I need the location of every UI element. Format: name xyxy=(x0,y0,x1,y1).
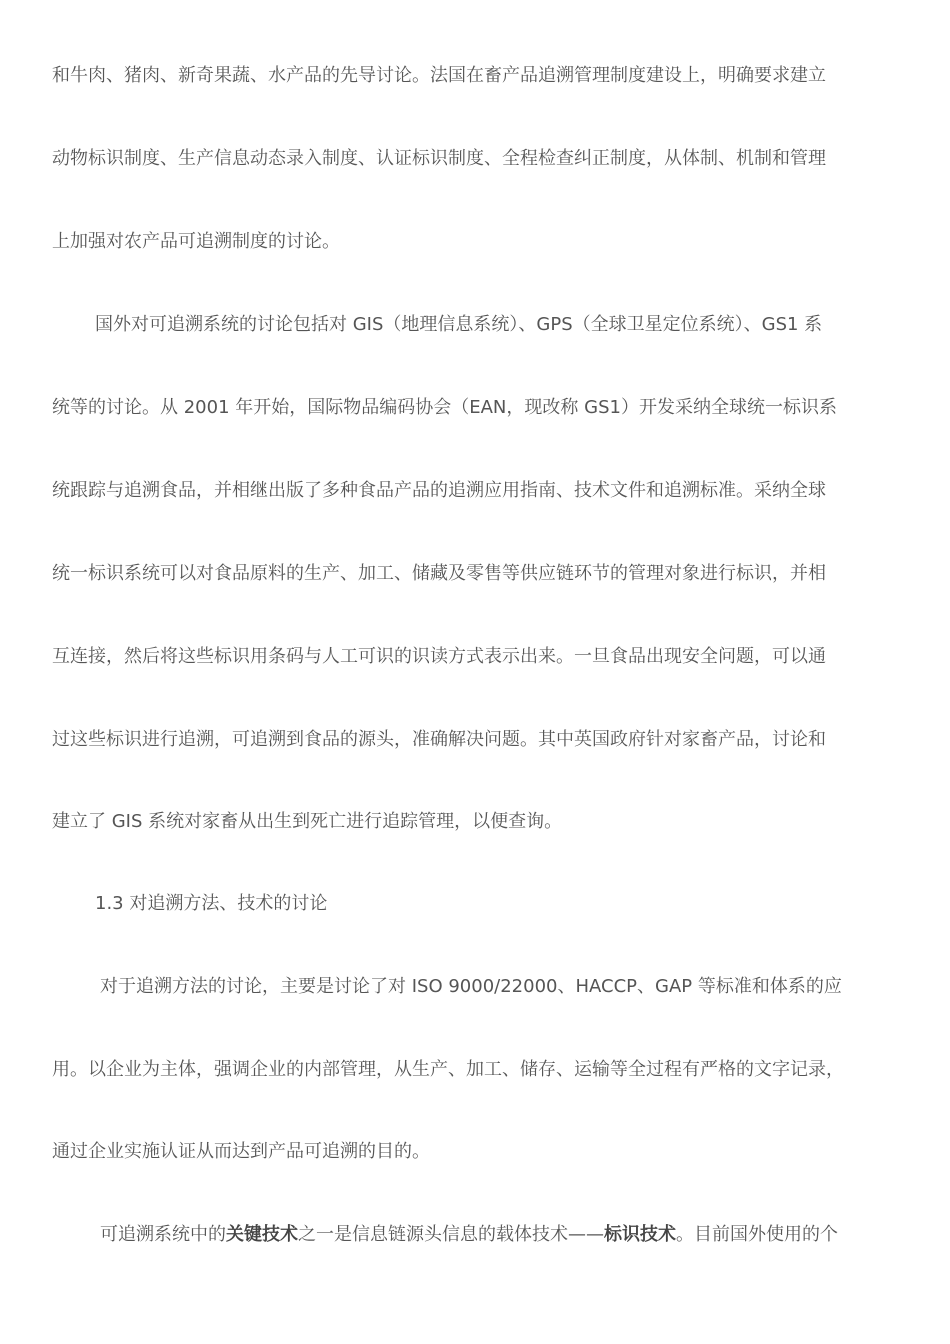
paragraph-line: 通过企业实施认证从而达到产品可追溯的目的。 xyxy=(52,1141,430,1162)
bold-term: 关键技术 xyxy=(226,1224,298,1245)
paragraph-line: 过这些标识进行追溯，可追溯到食品的源头，准确解决问题。其中英国政府针对家畜产品，讨论和 xyxy=(52,729,826,750)
paragraph-line: 上加强对农产品可追溯制度的讨论。 xyxy=(52,231,340,252)
paragraph-line: 互连接，然后将这些标识用条码与人工可识的识读方式表示出来。一旦食品出现安全问题，可以通 xyxy=(52,646,826,667)
paragraph-line: 用。以企业为主体，强调企业的内部管理，从生产、加工、储存、运输等全过程有严格的文字记录， xyxy=(52,1059,844,1080)
paragraph-line: 对于追溯方法的讨论，主要是讨论了对 ISO 9000/22000、HACCP、GAP 等标准和体系的应 xyxy=(100,976,842,997)
text-run: 。目前国外使用的个 xyxy=(676,1224,838,1245)
section-heading: 1.3 对追溯方法、技术的讨论 xyxy=(95,893,328,914)
paragraph-line: 建立了 GIS 系统对家畜从出生到死亡进行追踪管理，以便查询。 xyxy=(52,811,563,832)
paragraph-line: 国外对可追溯系统的讨论包括对 GIS（地理信息系统）、GPS（全球卫星定位系统）、GS1 系 xyxy=(95,314,823,335)
paragraph-line: 统等的讨论。从 2001 年开始，国际物品编码协会（EAN，现改称 GS1）开发采纳全球统一标识系 xyxy=(52,397,837,418)
paragraph-line xyxy=(100,1222,930,1248)
paragraph-line: 动物标识制度、生产信息动态录入制度、认证标识制度、全程检查纠正制度，从体制、机制和管理 xyxy=(52,148,826,169)
text-run: 可追溯系统中的 xyxy=(100,1224,226,1245)
paragraph-line: 和牛肉、猪肉、新奇果蔬、水产品的先导讨论。法国在畜产品追溯管理制度建设上，明确要求建立 xyxy=(52,65,826,86)
text-run: 之一是信息链源头信息的载体技术—— xyxy=(298,1224,604,1245)
paragraph-line: 统跟踪与追溯食品，并相继出版了多种食品产品的追溯应用指南、技术文件和追溯标准。采纳全球 xyxy=(52,480,826,501)
paragraph-line: 统一标识系统可以对食品原料的生产、加工、储藏及零售等供应链环节的管理对象进行标识，并相 xyxy=(52,563,826,584)
bold-term: 标识技术 xyxy=(604,1224,676,1245)
